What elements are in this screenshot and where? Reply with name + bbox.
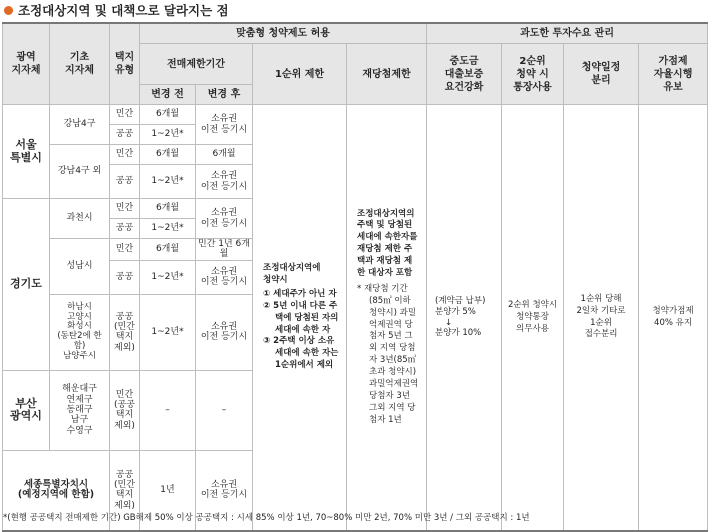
header-points: 가점제 자율시행 유보 xyxy=(639,44,708,105)
region-busan: 부산 광역시 xyxy=(3,370,50,450)
type-private: 민간 xyxy=(110,239,140,261)
after-value: 소유권 이전 등기시 xyxy=(196,450,253,531)
header-type: 택지 유형 xyxy=(110,23,140,105)
type-public-private: 공공 (민간 택지 제외) xyxy=(110,294,140,370)
section-title xyxy=(4,2,229,18)
header-separate: 청약일정 분리 xyxy=(564,44,639,105)
before-value: 1~2년* xyxy=(140,125,196,145)
second-rank-text: 2순위 청약시 청약통장 의무사용 xyxy=(502,105,564,532)
after-value: 소유권 이전 등기시 xyxy=(196,294,253,370)
before-value: 1~2년* xyxy=(140,260,196,294)
region-gyeonggi: 경기도 xyxy=(3,199,50,371)
header-resale: 전매제한기간 xyxy=(140,44,253,85)
before-value: 6개월 xyxy=(140,239,196,261)
after-value: 소유권 이전 등기시 xyxy=(196,199,253,239)
after-value: 민간 1년 6개월 xyxy=(196,239,253,261)
after-value: 소유권 이전 등기시 xyxy=(196,165,253,199)
after-value: 소유권 이전 등기시 xyxy=(196,105,253,145)
header-group-demand: 과도한 투자수요 관리 xyxy=(427,23,708,44)
after-value: 소유권 이전 등기시 xyxy=(196,260,253,294)
district-gyeonggi-others: 하남시 고양시 화성시 (동탄2에 한함) 남양주시 xyxy=(50,294,110,370)
type-public-private: 공공 (민간 택지 제외) xyxy=(110,450,140,531)
type-public: 공공 xyxy=(110,260,140,294)
type-private: 민간 xyxy=(110,145,140,165)
before-value: 6개월 xyxy=(140,145,196,165)
rewin-text: 조정대상지역의 주택 및 당첨된 세대에 속한자를 재당첨 제한 주택과 재당첨 제한 대상자 포함 * 재당첨 기간(85㎡ 이하 청약시) 과밀억제권역 당첨자 5년 그외 지역 당첨자 3년(85㎡ 초과 청약시) 과밀억제권역 당첨자 3년 그외 지역 당첨자 1년 xyxy=(347,105,427,532)
bullet-icon xyxy=(4,6,13,15)
before-value: – xyxy=(140,370,196,450)
header-group-lottery: 맞춤형 청약제도 허용 xyxy=(140,23,427,44)
after-value: 6개월 xyxy=(196,145,253,165)
district-gangnam4: 강남4구 xyxy=(50,105,110,145)
arrow-down-icon: ↓ xyxy=(445,318,453,329)
separate-text: 1순위 당해 2일차 기타로 1순위 접수분리 xyxy=(564,105,639,532)
type-private: 민간 xyxy=(110,199,140,219)
header-rewin: 재당첨제한 xyxy=(347,44,427,105)
first-rank-text: 조정대상지역에 청약시 ① 세대주가 아닌 자 ② 5년 이내 다른 주택에 당첨된 자의 세대에 속한 자 ③ 2주택 이상 소유 세대에 속한 자는 1순위에서 제외 xyxy=(253,105,347,532)
before-value: 1~2년* xyxy=(140,165,196,199)
header-second-rank: 2순위 청약 시 통장사용 xyxy=(502,44,564,105)
region-seoul: 서울 특별시 xyxy=(3,105,50,199)
header-region: 광역 지자체 xyxy=(3,23,50,105)
district-seoul-other: 강남4구 외 xyxy=(50,145,110,199)
before-value: 1년 xyxy=(140,450,196,531)
district-busan: 해운대구 연제구 동래구 남구 수영구 xyxy=(50,370,110,450)
section-title-text: 조정대상지역 및 대책으로 달라지는 점 xyxy=(18,3,229,18)
type-public: 공공 xyxy=(110,125,140,145)
district-seongnam: 성남시 xyxy=(50,239,110,295)
header-loan: 중도금 대출보증 요건강화 xyxy=(427,44,502,105)
header-base: 기초 지자체 xyxy=(50,23,110,105)
header-before: 변경 전 xyxy=(140,85,196,105)
policy-table xyxy=(2,22,708,532)
type-private-public: 민간 (공공 택지 제외) xyxy=(110,370,140,450)
before-value: 1~2년* xyxy=(140,219,196,239)
footnote: *(현행 공공택지 전매제한 기간) GB해제 50% 이상 공공택지 : 시세 85% 이상 1년, 70~80% 미만 2년, 70% 미만 3년 / 그외 공공택지 : 1년 xyxy=(3,513,530,523)
before-value: 6개월 xyxy=(140,199,196,219)
district-gwacheon: 과천시 xyxy=(50,199,110,239)
points-text: 청약가점제 40% 유지 xyxy=(639,105,708,532)
loan-text: (계약금 납부) 분양가 5% ↓ 분양가 10% xyxy=(427,105,502,532)
before-value: 1~2년* xyxy=(140,294,196,370)
after-value: – xyxy=(196,370,253,450)
region-sejong: 세종특별자치시 (예정지역에 한함) xyxy=(3,450,110,531)
type-private: 민간 xyxy=(110,105,140,125)
header-after: 변경 후 xyxy=(196,85,253,105)
header-first-rank: 1순위 제한 xyxy=(253,44,347,105)
type-public: 공공 xyxy=(110,165,140,199)
type-public: 공공 xyxy=(110,219,140,239)
before-value: 6개월 xyxy=(140,105,196,125)
